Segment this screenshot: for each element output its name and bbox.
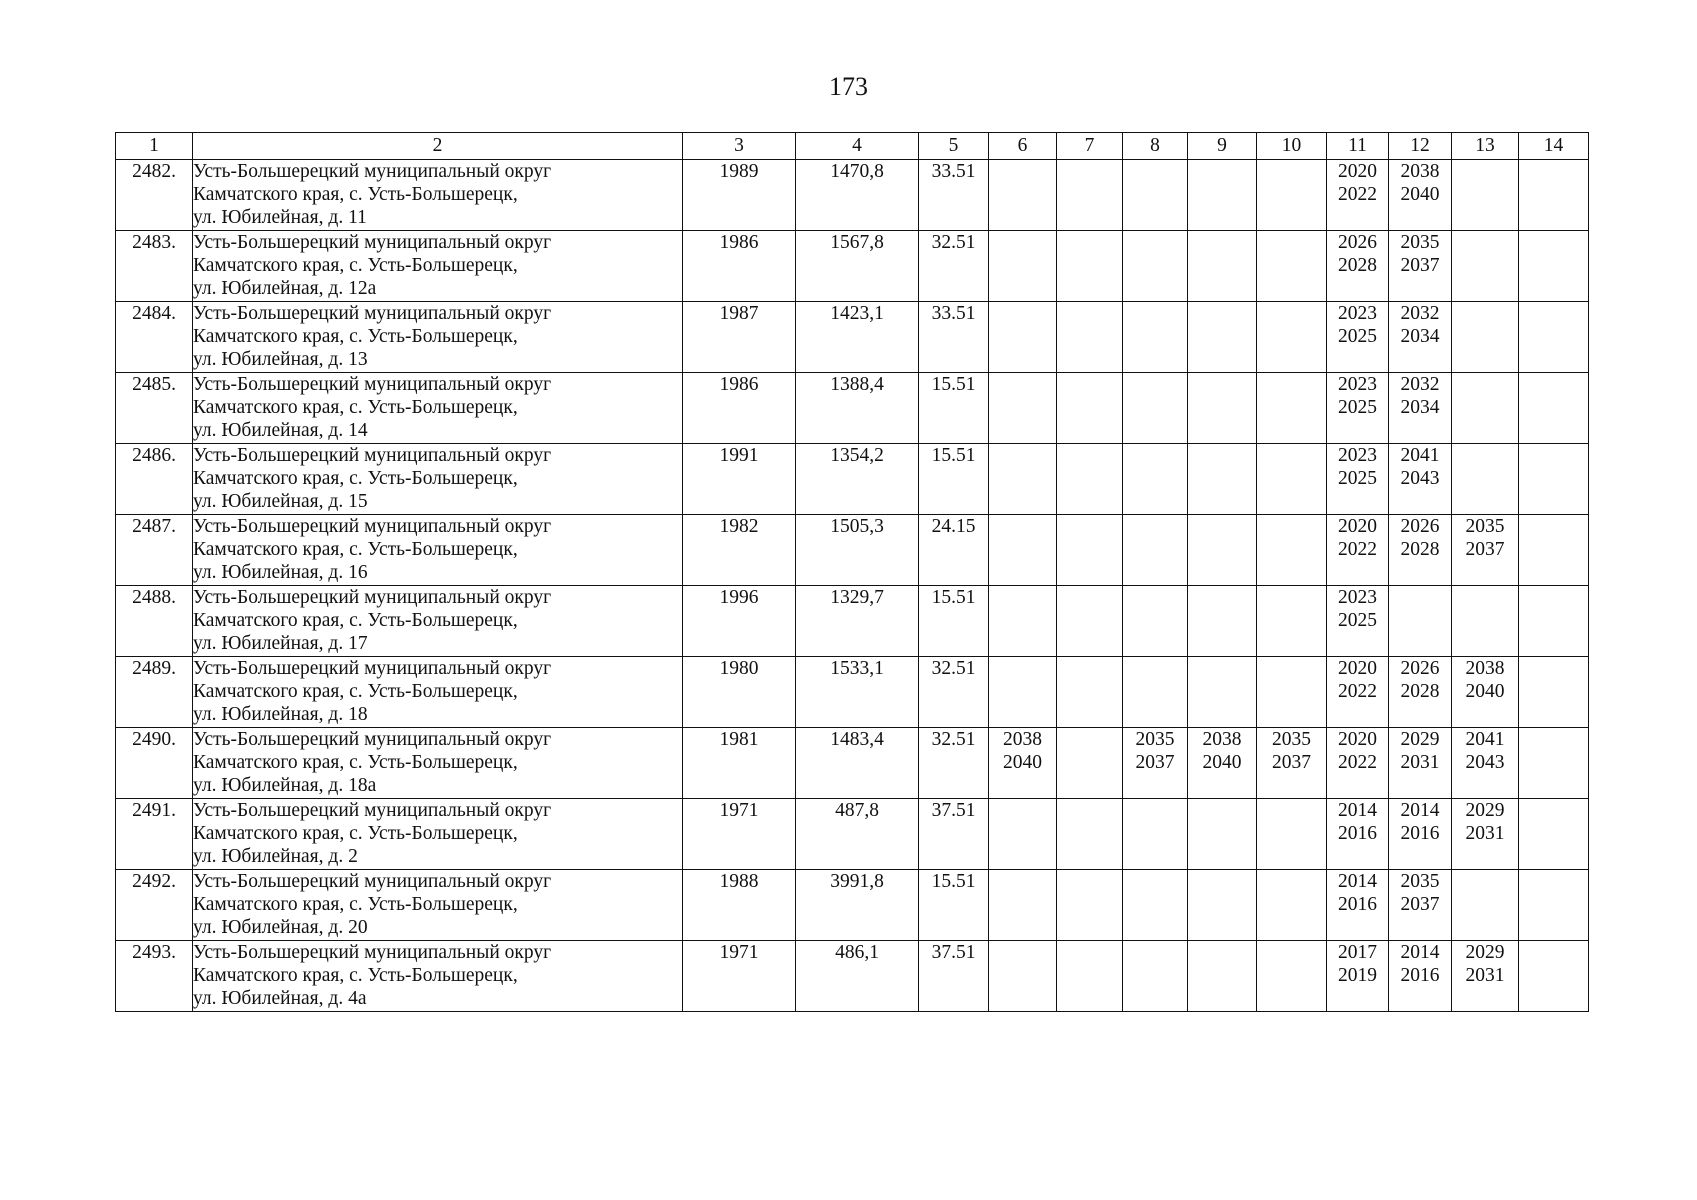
table-row [116, 444, 1589, 515]
row-number: 2493. [116, 941, 193, 1012]
cell-c8 [1123, 160, 1188, 231]
cell-c13 [1452, 515, 1519, 586]
year-value: 2037 [1465, 539, 1505, 560]
column-header-3: 3 [683, 133, 796, 160]
year-value: 2029 [1400, 729, 1440, 750]
year-value: 2019 [1338, 965, 1377, 986]
year-value: 2029 [1465, 942, 1505, 963]
cell-c10 [1257, 444, 1327, 515]
cell-c14 [1519, 373, 1589, 444]
table-row [116, 160, 1589, 231]
year-value: 2032 [1400, 374, 1440, 395]
cell-c7 [1057, 799, 1123, 870]
cell-c13 [1452, 870, 1519, 941]
cell-c12 [1389, 373, 1452, 444]
table-row [116, 586, 1589, 657]
year-value: 2028 [1338, 255, 1377, 276]
address-line: Усть-Большерецкий муниципальный округ [193, 658, 552, 679]
cell-c3: 1981 [683, 728, 796, 799]
address-line: ул. Юбилейная, д. 16 [193, 562, 368, 583]
address-line: Камчатского края, с. Усть-Большерецк, [193, 894, 518, 915]
address-line: ул. Юбилейная, д. 12а [193, 278, 377, 299]
column-header-13: 13 [1452, 133, 1519, 160]
cell-c3: 1980 [683, 657, 796, 728]
cell-c5: 15.51 [919, 586, 989, 657]
cell-c4: 1354,2 [796, 444, 919, 515]
column-header-11: 11 [1327, 133, 1389, 160]
cell-c8 [1123, 231, 1188, 302]
year-value: 2035 [1400, 232, 1440, 253]
cell-c10 [1257, 586, 1327, 657]
cell-c9 [1188, 373, 1257, 444]
address-line: Усть-Большерецкий муниципальный округ [193, 587, 552, 608]
year-value: 2031 [1400, 752, 1440, 773]
row-number: 2484. [116, 302, 193, 373]
cell-c7 [1057, 231, 1123, 302]
cell-c5: 15.51 [919, 444, 989, 515]
cell-c9 [1188, 160, 1257, 231]
cell-c7 [1057, 586, 1123, 657]
cell-c12 [1389, 799, 1452, 870]
year-value: 2028 [1400, 539, 1440, 560]
cell-c11 [1327, 444, 1389, 515]
year-value: 2022 [1338, 681, 1377, 702]
year-value: 2037 [1135, 752, 1175, 773]
year-value: 2020 [1338, 161, 1377, 182]
year-value: 2037 [1400, 894, 1440, 915]
cell-c6 [989, 941, 1057, 1012]
cell-c8 [1123, 728, 1188, 799]
cell-c5: 15.51 [919, 870, 989, 941]
year-value: 2040 [1202, 752, 1242, 773]
table-row [116, 302, 1589, 373]
cell-c7 [1057, 373, 1123, 444]
cell-c14 [1519, 231, 1589, 302]
cell-c12 [1389, 941, 1452, 1012]
cell-c7 [1057, 160, 1123, 231]
year-value: 2040 [1465, 681, 1505, 702]
address-line: Усть-Большерецкий муниципальный округ [193, 232, 552, 253]
cell-c4: 1533,1 [796, 657, 919, 728]
cell-c14 [1519, 728, 1589, 799]
cell-c13 [1452, 444, 1519, 515]
year-value: 2035 [1135, 729, 1175, 750]
address-line: Усть-Большерецкий муниципальный округ [193, 161, 552, 182]
address-line: Усть-Большерецкий муниципальный округ [193, 800, 552, 821]
year-value: 2029 [1465, 800, 1505, 821]
year-value: 2023 [1338, 303, 1377, 324]
table-row [116, 373, 1589, 444]
cell-c6 [989, 657, 1057, 728]
table-row [116, 941, 1589, 1012]
cell-c3: 1986 [683, 373, 796, 444]
year-value: 2037 [1272, 752, 1311, 773]
cell-c11 [1327, 870, 1389, 941]
address-cell [193, 515, 683, 586]
table-row [116, 728, 1589, 799]
cell-c6 [989, 799, 1057, 870]
cell-c12 [1389, 728, 1452, 799]
year-value: 2017 [1338, 942, 1377, 963]
column-header-4: 4 [796, 133, 919, 160]
cell-c11 [1327, 941, 1389, 1012]
address-line: ул. Юбилейная, д. 11 [193, 207, 367, 228]
cell-c6 [989, 373, 1057, 444]
year-value: 2016 [1338, 894, 1377, 915]
cell-c13 [1452, 302, 1519, 373]
row-number: 2482. [116, 160, 193, 231]
cell-c3: 1971 [683, 799, 796, 870]
column-header-14: 14 [1519, 133, 1589, 160]
address-line: Усть-Большерецкий муниципальный округ [193, 445, 552, 466]
cell-c10 [1257, 728, 1327, 799]
registry-table [115, 132, 1589, 1012]
address-cell [193, 870, 683, 941]
cell-c11 [1327, 799, 1389, 870]
row-number: 2483. [116, 231, 193, 302]
year-value: 2026 [1400, 658, 1440, 679]
row-number: 2488. [116, 586, 193, 657]
cell-c9 [1188, 231, 1257, 302]
cell-c9 [1188, 586, 1257, 657]
column-header-1: 1 [116, 133, 193, 160]
cell-c7 [1057, 302, 1123, 373]
cell-c9 [1188, 870, 1257, 941]
year-value: 2022 [1338, 752, 1377, 773]
year-value: 2031 [1465, 965, 1505, 986]
row-number: 2492. [116, 870, 193, 941]
cell-c14 [1519, 160, 1589, 231]
cell-c4: 1423,1 [796, 302, 919, 373]
column-header-12: 12 [1389, 133, 1452, 160]
address-cell [193, 373, 683, 444]
cell-c14 [1519, 941, 1589, 1012]
row-number: 2487. [116, 515, 193, 586]
cell-c5: 37.51 [919, 799, 989, 870]
address-line: Усть-Большерецкий муниципальный округ [193, 303, 552, 324]
year-value: 2025 [1338, 397, 1377, 418]
table-body [116, 160, 1589, 1012]
row-number: 2491. [116, 799, 193, 870]
year-value: 2037 [1400, 255, 1440, 276]
cell-c6 [989, 444, 1057, 515]
cell-c3: 1986 [683, 231, 796, 302]
year-value: 2028 [1400, 681, 1440, 702]
year-value: 2022 [1338, 539, 1377, 560]
year-value: 2020 [1338, 516, 1377, 537]
year-value: 2016 [1400, 965, 1440, 986]
cell-c11 [1327, 657, 1389, 728]
cell-c12 [1389, 657, 1452, 728]
column-header-10: 10 [1257, 133, 1327, 160]
cell-c5: 32.51 [919, 728, 989, 799]
year-value: 2016 [1400, 823, 1440, 844]
year-value: 2020 [1338, 658, 1377, 679]
address-line: Усть-Большерецкий муниципальный округ [193, 871, 552, 892]
cell-c14 [1519, 586, 1589, 657]
cell-c10 [1257, 657, 1327, 728]
column-header-7: 7 [1057, 133, 1123, 160]
cell-c6 [989, 302, 1057, 373]
cell-c12 [1389, 515, 1452, 586]
address-line: ул. Юбилейная, д. 15 [193, 491, 368, 512]
cell-c11 [1327, 160, 1389, 231]
page-number: 173 [829, 72, 868, 101]
cell-c9 [1188, 799, 1257, 870]
address-line: Камчатского края, с. Усть-Большерецк, [193, 610, 518, 631]
cell-c8 [1123, 657, 1188, 728]
cell-c14 [1519, 444, 1589, 515]
cell-c10 [1257, 870, 1327, 941]
cell-c14 [1519, 870, 1589, 941]
year-value: 2022 [1338, 184, 1377, 205]
year-value: 2026 [1338, 232, 1377, 253]
cell-c10 [1257, 799, 1327, 870]
cell-c8 [1123, 586, 1188, 657]
cell-c14 [1519, 302, 1589, 373]
address-line: ул. Юбилейная, д. 17 [193, 633, 368, 654]
year-value: 2023 [1338, 374, 1377, 395]
year-value: 2023 [1338, 587, 1377, 608]
cell-c6 [989, 515, 1057, 586]
cell-c8 [1123, 941, 1188, 1012]
cell-c13 [1452, 941, 1519, 1012]
year-value: 2038 [1202, 729, 1242, 750]
cell-c10 [1257, 231, 1327, 302]
header-row [116, 133, 1589, 160]
address-cell [193, 444, 683, 515]
cell-c7 [1057, 515, 1123, 586]
cell-c3: 1987 [683, 302, 796, 373]
cell-c10 [1257, 941, 1327, 1012]
cell-c4: 486,1 [796, 941, 919, 1012]
cell-c7 [1057, 728, 1123, 799]
year-value: 2014 [1338, 871, 1377, 892]
cell-c3: 1982 [683, 515, 796, 586]
cell-c5: 32.51 [919, 657, 989, 728]
cell-c9 [1188, 728, 1257, 799]
cell-c6 [989, 231, 1057, 302]
year-value: 2020 [1338, 729, 1377, 750]
cell-c14 [1519, 799, 1589, 870]
year-value: 2034 [1400, 397, 1440, 418]
table-row [116, 231, 1589, 302]
cell-c9 [1188, 515, 1257, 586]
cell-c3: 1996 [683, 586, 796, 657]
year-value: 2040 [1400, 184, 1440, 205]
year-value: 2025 [1338, 326, 1377, 347]
address-line: ул. Юбилейная, д. 13 [193, 349, 368, 370]
cell-c4: 1329,7 [796, 586, 919, 657]
cell-c13 [1452, 728, 1519, 799]
address-line: Камчатского края, с. Усть-Большерецк, [193, 965, 518, 986]
cell-c4: 1505,3 [796, 515, 919, 586]
column-header-5: 5 [919, 133, 989, 160]
address-line: Усть-Большерецкий муниципальный округ [193, 374, 552, 395]
address-line: Камчатского края, с. Усть-Большерецк, [193, 681, 518, 702]
cell-c8 [1123, 302, 1188, 373]
year-value: 2041 [1400, 445, 1440, 466]
cell-c12 [1389, 160, 1452, 231]
cell-c9 [1188, 444, 1257, 515]
cell-c8 [1123, 444, 1188, 515]
cell-c8 [1123, 373, 1188, 444]
cell-c12 [1389, 586, 1452, 657]
cell-c5: 24.15 [919, 515, 989, 586]
cell-c5: 33.51 [919, 160, 989, 231]
cell-c13 [1452, 160, 1519, 231]
cell-c13 [1452, 231, 1519, 302]
address-line: Камчатского края, с. Усть-Большерецк, [193, 255, 518, 276]
year-value: 2016 [1338, 823, 1377, 844]
cell-c5: 37.51 [919, 941, 989, 1012]
cell-c5: 33.51 [919, 302, 989, 373]
cell-c12 [1389, 870, 1452, 941]
address-line: ул. Юбилейная, д. 18 [193, 704, 368, 725]
table-row [116, 799, 1589, 870]
cell-c4: 487,8 [796, 799, 919, 870]
cell-c8 [1123, 799, 1188, 870]
cell-c7 [1057, 657, 1123, 728]
cell-c14 [1519, 657, 1589, 728]
year-value: 2043 [1465, 752, 1505, 773]
address-line: ул. Юбилейная, д. 2 [193, 846, 358, 867]
address-line: Камчатского края, с. Усть-Большерецк, [193, 326, 518, 347]
year-value: 2014 [1400, 942, 1440, 963]
year-value: 2035 [1400, 871, 1440, 892]
address-line: Усть-Большерецкий муниципальный округ [193, 942, 552, 963]
cell-c10 [1257, 515, 1327, 586]
year-value: 2040 [1003, 752, 1042, 773]
year-value: 2023 [1338, 445, 1377, 466]
address-cell [193, 586, 683, 657]
address-cell [193, 728, 683, 799]
cell-c5: 15.51 [919, 373, 989, 444]
address-line: Усть-Большерецкий муниципальный округ [193, 516, 552, 537]
year-value: 2014 [1400, 800, 1440, 821]
cell-c12 [1389, 444, 1452, 515]
year-value: 2025 [1338, 610, 1377, 631]
address-line: Усть-Большерецкий муниципальный округ [193, 729, 552, 750]
cell-c4: 1470,8 [796, 160, 919, 231]
table-row [116, 515, 1589, 586]
cell-c6 [989, 870, 1057, 941]
cell-c5: 32.51 [919, 231, 989, 302]
row-number: 2489. [116, 657, 193, 728]
year-value: 2034 [1400, 326, 1440, 347]
cell-c14 [1519, 515, 1589, 586]
year-value: 2041 [1465, 729, 1505, 750]
cell-c12 [1389, 302, 1452, 373]
year-value: 2043 [1400, 468, 1440, 489]
row-number: 2485. [116, 373, 193, 444]
address-line: Камчатского края, с. Усть-Большерецк, [193, 823, 518, 844]
cell-c11 [1327, 231, 1389, 302]
year-value: 2035 [1272, 729, 1311, 750]
cell-c10 [1257, 373, 1327, 444]
cell-c6 [989, 728, 1057, 799]
address-line: ул. Юбилейная, д. 4а [193, 988, 367, 1009]
cell-c3: 1989 [683, 160, 796, 231]
address-line: ул. Юбилейная, д. 14 [193, 420, 368, 441]
year-value: 2038 [1465, 658, 1505, 679]
table-row [116, 870, 1589, 941]
column-header-8: 8 [1123, 133, 1188, 160]
address-cell [193, 657, 683, 728]
cell-c11 [1327, 515, 1389, 586]
cell-c3: 1988 [683, 870, 796, 941]
cell-c11 [1327, 586, 1389, 657]
cell-c4: 1388,4 [796, 373, 919, 444]
cell-c8 [1123, 870, 1188, 941]
cell-c7 [1057, 870, 1123, 941]
year-value: 2025 [1338, 468, 1377, 489]
address-line: Камчатского края, с. Усть-Большерецк, [193, 539, 518, 560]
year-value: 2031 [1465, 823, 1505, 844]
cell-c12 [1389, 231, 1452, 302]
address-line: Камчатского края, с. Усть-Большерецк, [193, 397, 518, 418]
cell-c9 [1188, 302, 1257, 373]
table-row [116, 657, 1589, 728]
cell-c13 [1452, 799, 1519, 870]
year-value: 2032 [1400, 303, 1440, 324]
address-line: Камчатского края, с. Усть-Большерецк, [193, 184, 518, 205]
address-line: Камчатского края, с. Усть-Большерецк, [193, 752, 518, 773]
cell-c3: 1971 [683, 941, 796, 1012]
cell-c4: 1567,8 [796, 231, 919, 302]
cell-c9 [1188, 941, 1257, 1012]
cell-c4: 1483,4 [796, 728, 919, 799]
cell-c11 [1327, 728, 1389, 799]
address-cell [193, 799, 683, 870]
year-value: 2026 [1400, 516, 1440, 537]
cell-c6 [989, 586, 1057, 657]
column-header-6: 6 [989, 133, 1057, 160]
column-header-9: 9 [1188, 133, 1257, 160]
cell-c8 [1123, 515, 1188, 586]
column-header-2: 2 [193, 133, 683, 160]
address-line: Камчатского края, с. Усть-Большерецк, [193, 468, 518, 489]
cell-c11 [1327, 302, 1389, 373]
row-number: 2486. [116, 444, 193, 515]
cell-c9 [1188, 657, 1257, 728]
year-value: 2014 [1338, 800, 1377, 821]
cell-c11 [1327, 373, 1389, 444]
cell-c3: 1991 [683, 444, 796, 515]
cell-c6 [989, 160, 1057, 231]
address-cell [193, 941, 683, 1012]
address-cell [193, 160, 683, 231]
row-number: 2490. [116, 728, 193, 799]
cell-c10 [1257, 302, 1327, 373]
address-line: ул. Юбилейная, д. 20 [193, 917, 368, 938]
cell-c13 [1452, 657, 1519, 728]
cell-c13 [1452, 586, 1519, 657]
cell-c10 [1257, 160, 1327, 231]
address-line: ул. Юбилейная, д. 18а [193, 775, 377, 796]
year-value: 2038 [1003, 729, 1042, 750]
cell-c13 [1452, 373, 1519, 444]
year-value: 2038 [1400, 161, 1440, 182]
year-value: 2035 [1465, 516, 1505, 537]
address-cell [193, 302, 683, 373]
cell-c7 [1057, 444, 1123, 515]
cell-c4: 3991,8 [796, 870, 919, 941]
cell-c7 [1057, 941, 1123, 1012]
address-cell [193, 231, 683, 302]
